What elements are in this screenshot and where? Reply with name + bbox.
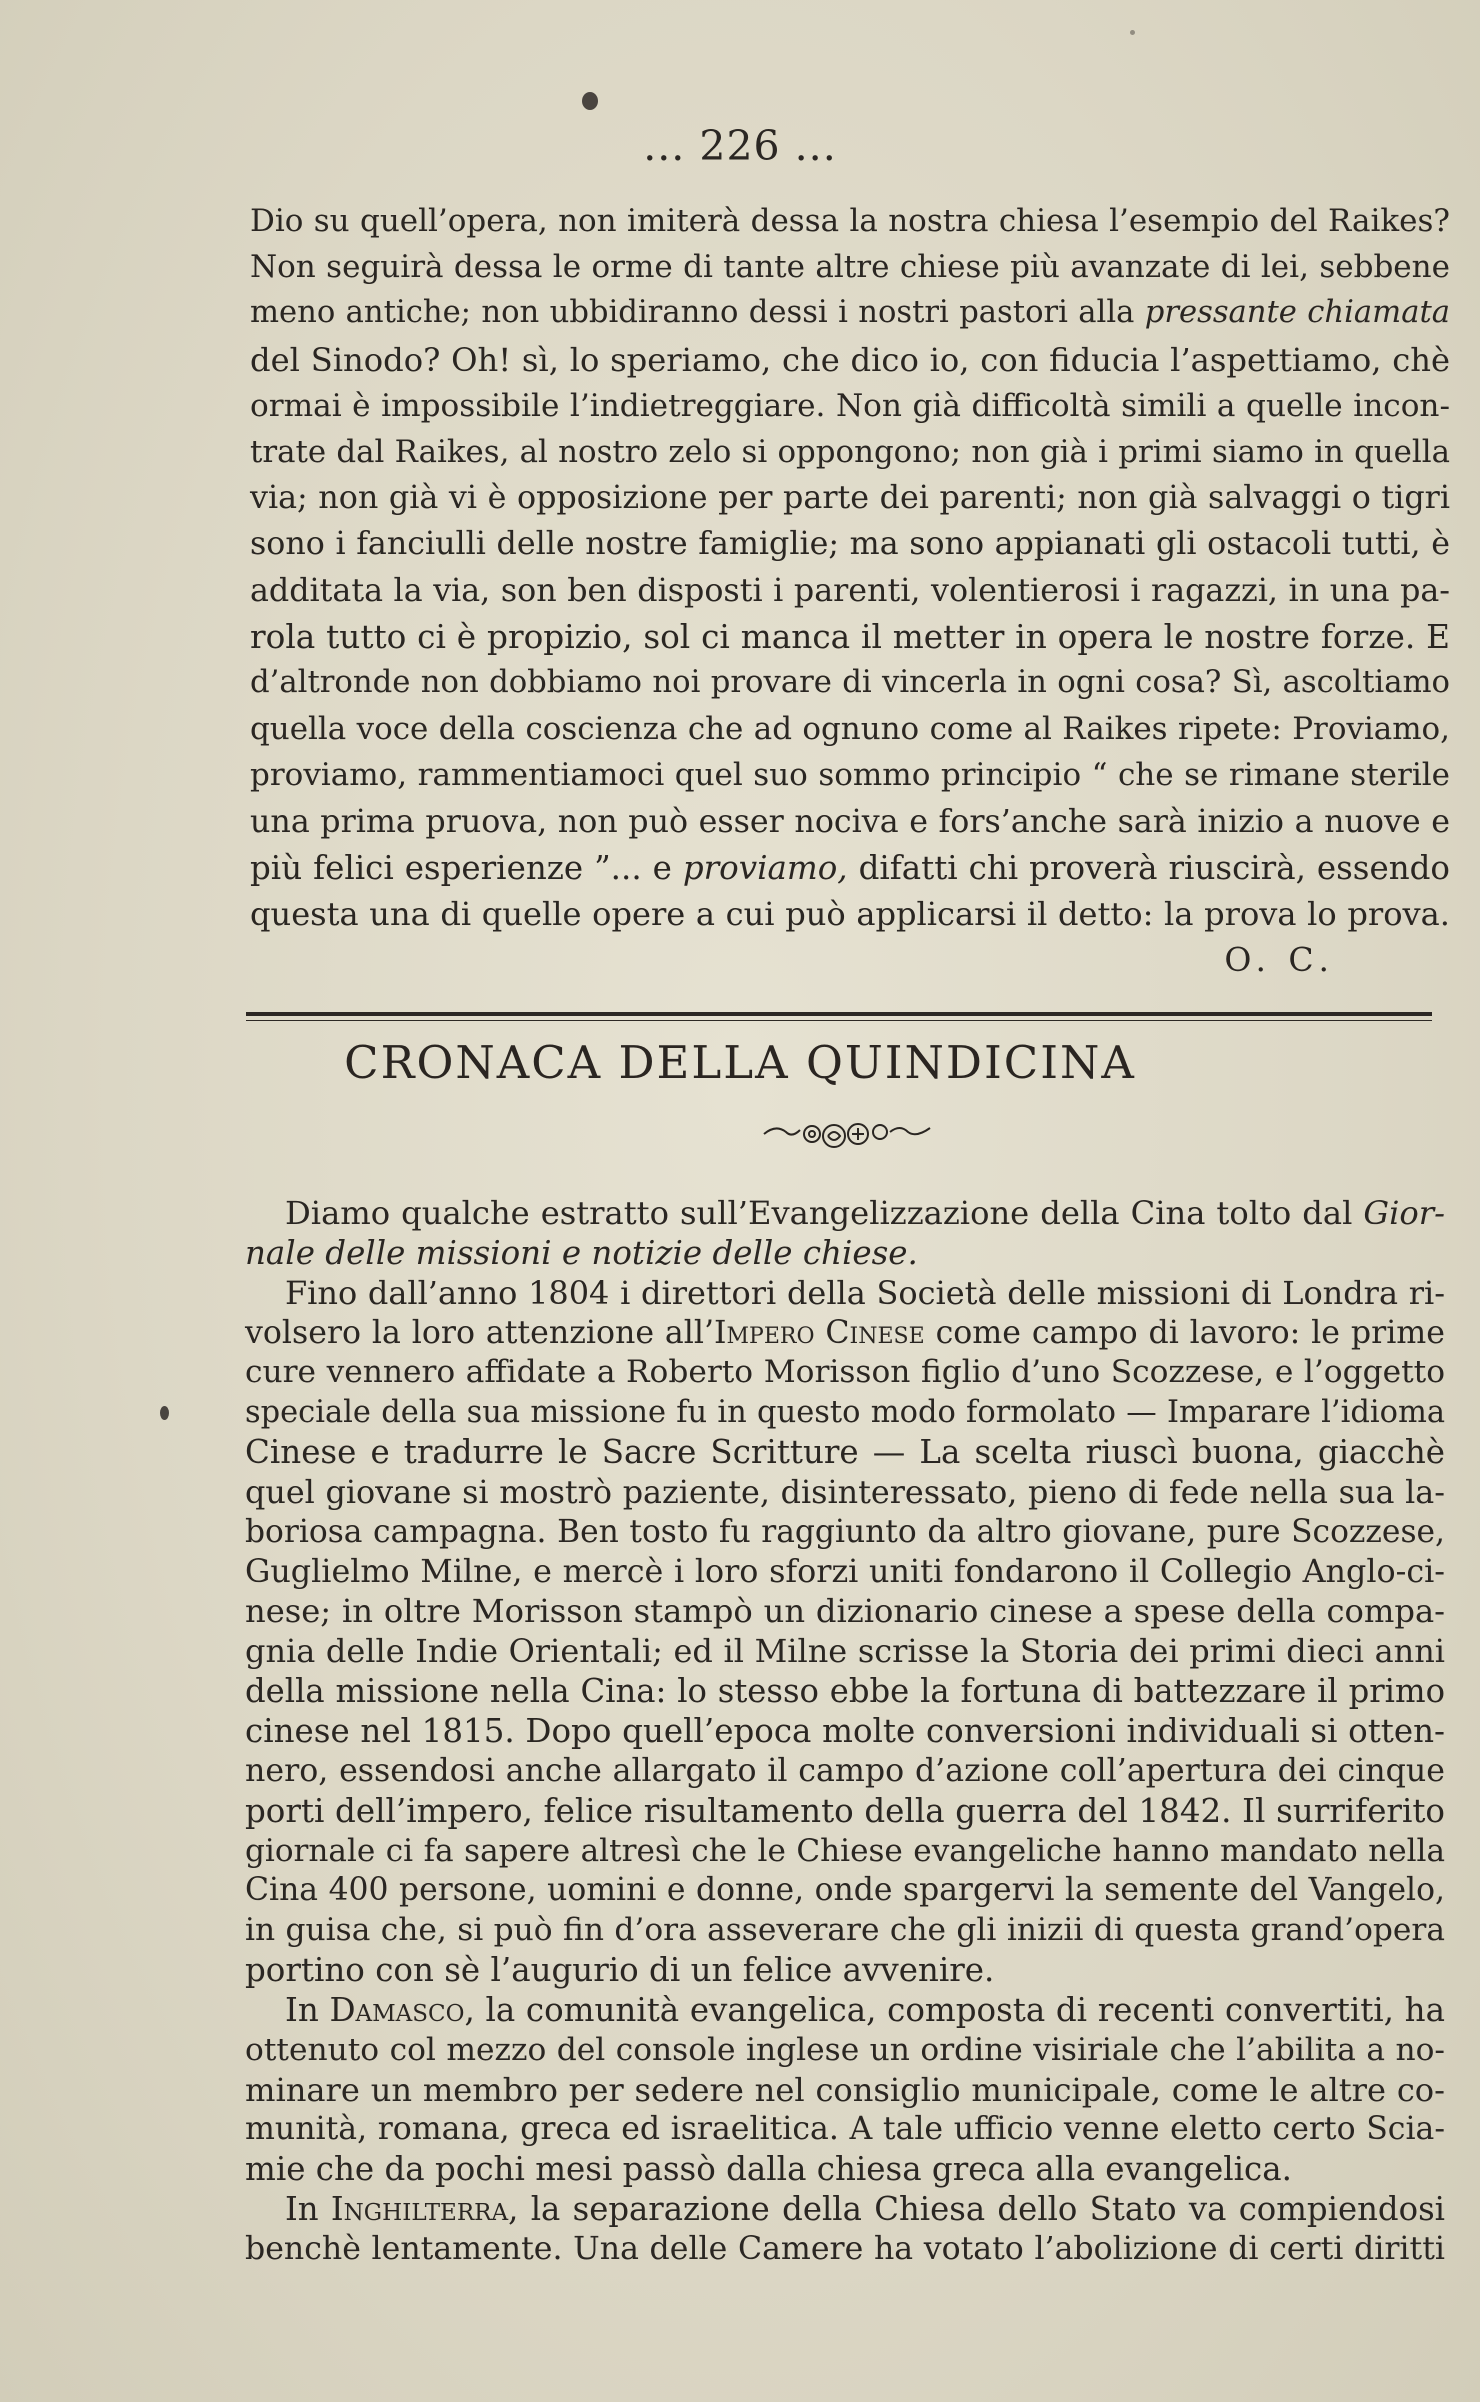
text-line: Fino dall’anno 1804 i direttori della Società delle missioni di Londra ri- (285, 1273, 1445, 1312)
text-line: In Damasco, la comunità evangelica, composta di recenti convertiti, ha (285, 1990, 1445, 2029)
italic-phrase: pressante chiamata (1144, 295, 1450, 331)
text-line: ottenuto col mezzo del console inglese un ordine visiriale che l’abilita a no- (245, 2031, 1445, 2068)
italic-phrase: Gior- (1363, 1194, 1445, 1232)
text-line: della missione nella Cina: lo stesso ebbe la fortuna di battezzare il primo (245, 1672, 1445, 1711)
italic-phrase: proviamo, (682, 848, 848, 887)
text-line: Non seguirà dessa le orme di tante altre chiese più avanzate di lei, sebbene (250, 249, 1450, 286)
section-divider-thin (246, 1020, 1432, 1021)
text-line: Guglielmo Milne, e mercè i loro sforzi uniti fondarono il Collegio Anglo-ci- (245, 1553, 1445, 1590)
text-line: boriosa campagna. Ben tosto fu raggiunto da altro giovane, pure Scozzese, (245, 1513, 1445, 1550)
text-line: mie che da pochi mesi passò dalla chiesa greca alla evangelica. (245, 2150, 1292, 2189)
text-line: sono i fanciulli delle nostre famiglie; ma sono appianati gli ostacoli tutti, è (250, 526, 1450, 563)
small-caps-phrase: Damasco, (329, 1990, 475, 2029)
ink-spot (582, 92, 598, 110)
text-line: nese; in oltre Morisson stampò un dizionario cinese a spese della compa- (245, 1592, 1445, 1631)
text-line: cure vennero affidate a Roberto Morisson figlio d’uno Scozzese, e l’oggetto (245, 1354, 1445, 1391)
text-line: trate dal Raikes, al nostro zelo si oppongono; non già i primi siamo in quella (250, 434, 1450, 471)
text-line: più felici esperienze ”... e proviamo, difatti chi proverà riuscirà, essendo (250, 848, 1450, 887)
text-line: Dio su quell’opera, non imiterà dessa la nostra chiesa l’esempio del Raikes? (250, 203, 1450, 239)
text-line: giornale ci fa sapere altresì che le Chiese evangeliche hanno mandato nella (245, 1832, 1445, 1869)
text-line: ormai è impossibile l’indietreggiare. Non già difficoltà simili a quelle incon- (250, 387, 1450, 424)
text-line (245, 1234, 1445, 1274)
text-line: una prima pruova, non può esser nociva e fors’anche sarà inizio a nuove e (250, 803, 1450, 840)
page-number: ... 226 ... (643, 122, 837, 170)
text-line: Cinese e tradurre le Sacre Scritture — La scelta riuscì buona, giacchè (245, 1433, 1445, 1472)
chronicle-text (245, 1194, 1445, 2270)
italic-phrase: nale delle missioni e notizie delle chiese. (245, 1233, 918, 1272)
ink-spot (160, 1406, 169, 1420)
text-line: in guisa che, si può fin d’ora asseverare che gli inizii di questa grand’opera (245, 1912, 1445, 1949)
section-divider (246, 1012, 1432, 1016)
text-line: munità, romana, greca ed israelitica. A tale ufficio venne eletto certo Scia- (245, 2111, 1445, 2148)
text-line: portino con sè l’augurio di un felice avvenire. (245, 1951, 995, 1990)
text-line: porti dell’impero, felice risultamento della guerra del 1842. Il surriferito (245, 1791, 1445, 1830)
text-line: speciale della sua missione fu in questo modo formolato — Imparare l’idioma (245, 1395, 1445, 1431)
text-line: proviamo, rammentiamoci quel suo sommo principio “ che se rimane sterile (250, 757, 1450, 794)
ornament-flourish (762, 1114, 932, 1154)
ink-spot (1130, 30, 1135, 35)
text-line: volsero la loro attenzione all’Impero Cinese come campo di lavoro: le prime (245, 1314, 1445, 1351)
text-line: rola tutto ci è propizio, sol ci manca il metter in opera le nostre forze. E (250, 617, 1450, 656)
text-line: In Inghilterra, la separazione della Chiesa dello Stato va compiendosi (285, 2190, 1445, 2229)
text-line: Diamo qualche estratto sull’Evangelizzazione della Cina tolto dal Gior- (285, 1194, 1445, 1232)
text-line: gnia delle Indie Orientali; ed il Milne scrisse la Storia dei primi dieci anni (245, 1632, 1445, 1671)
text-line: minare un membro per sedere nel consiglio municipale, come le altre co- (245, 2070, 1445, 2109)
text-line: questa una di quelle opere a cui può applicarsi il detto: la prova lo prova. (250, 895, 1450, 934)
small-caps-phrase: Inghilterra, (330, 2190, 519, 2229)
text-line: d’altronde non dobbiamo noi provare di vincerla in ogni cosa? Sì, ascoltiamo (250, 665, 1450, 701)
text-line: quella voce della coscienza che ad ognuno come al Raikes ripete: Proviamo, (250, 711, 1450, 748)
text-line: quel giovane si mostrò paziente, disinteressato, pieno di fede nella sua la- (245, 1473, 1445, 1511)
text-line: meno antiche; non ubbidiranno dessi i nostri pastori alla pressante chiamata (250, 295, 1450, 331)
text-line: Cina 400 persone, uomini e donne, onde spargervi la semente del Vangelo, (245, 1872, 1445, 1909)
article-ending (250, 198, 1450, 937)
text-line: additata la via, son ben disposti i parenti, volentierosi i ragazzi, in una pa- (250, 572, 1450, 609)
author-signature: O. C. (1224, 940, 1335, 979)
section-title: CRONACA DELLA QUINDICINA (344, 1036, 1136, 1089)
text-line: del Sinodo? Oh! sì, lo speriamo, che dico io, con fiducia l’aspettiamo, chè (250, 340, 1450, 379)
text-line: nero, essendosi anche allargato il campo d’azione coll’apertura dei cinque (245, 1752, 1445, 1789)
text-line: benchè lentamente. Una delle Camere ha votato l’abolizione di certi diritti (245, 2230, 1445, 2267)
text-line: via; non già vi è opposizione per parte dei parenti; non già salvaggi o tigri (250, 480, 1450, 517)
small-caps-phrase: Impero Cinese (714, 1314, 925, 1351)
text-line: cinese nel 1815. Dopo quell’epoca molte conversioni individuali si otten- (245, 1711, 1445, 1750)
